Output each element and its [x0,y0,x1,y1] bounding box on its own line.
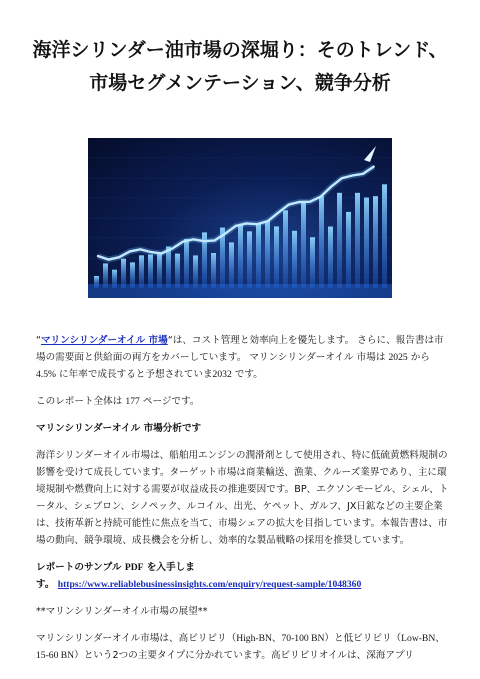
glow-bar [319,196,324,288]
glow-bar [175,254,180,288]
page-title: 海洋シリンダー油市場の深堀り：そのトレンド、市場セグメンテーション、競争分析 [32,39,448,94]
glow-bar [256,224,261,288]
section-heading-outlook: **マリンシリンダーオイル市場の展望** [36,606,208,617]
intro-paragraph: “マリンシリンダーオイル 市場“は、コスト管理と効率向上を優先します。 さらに、報告書は市場の需要面と供給面の両方をカバーしています。 マリンシリンダーオイル 市場は 2025 から 4.5% に年率で成長すると予想されていま2032 です。 [36,335,444,380]
glow-bar [373,196,378,288]
glow-bar [211,253,216,288]
page-count-line: このレポート全体は 177 ページです。 [36,396,200,407]
rising-bar-chart-illustration [88,138,392,298]
end-year: 2032 [212,369,232,380]
glow-bar [148,254,153,288]
glow-bar [337,193,342,288]
market-link[interactable]: マリンシリンダーオイル 市場 [40,335,168,346]
glow-bar [139,255,144,288]
section-heading-analysis: マリンシリンダーオイル 市場分析です [36,423,202,434]
arrow-head-icon [364,146,376,162]
glow-bar [382,184,387,288]
glow-bar [346,212,351,288]
start-year: 2025 [388,352,408,363]
glow-bar [301,202,306,288]
glow-bar [310,237,315,288]
glow-bar [328,227,333,288]
page-count: 177 [125,396,140,407]
glow-bar [364,198,369,288]
cagr-value: 4.5% [36,369,56,380]
glow-bar [229,242,234,288]
glow-bar [283,210,288,288]
glow-bar [121,259,126,288]
glow-bar [265,220,270,288]
article-body [36,332,450,674]
glow-bar [193,255,198,288]
glow-bar [355,193,360,288]
glow-bar [247,231,252,288]
floor-glow [88,284,392,298]
glow-bar [292,231,297,288]
glow-bar [157,254,162,288]
hero-image [88,138,392,298]
glow-bar [184,239,189,288]
outlook-paragraph: マリンシリンダーオイル市場は、高ビリビリ（High-BN、70-100 BN）と低ビリビリ（Low-BN、15-60 BN）という2つの主要タイプに分かれています。高ビリビリオイルは、深海アプリ [36,633,445,661]
sample-request: レポートのサンプル PDF を入手しま す。 https://www.reliablebusinessinsights.com/enquiry/request-sample/1048360 [36,562,362,590]
glow-bar [238,225,243,288]
analysis-paragraph: 海洋シリンダーオイル市場は、船舶用エンジンの潤滑剤として使用され、特に低硫黄燃料規制の影響を受けて成長しています。ターゲット市場は商業輸送、漁業、クルーズ業界であり、主に環境規制や燃費向上に対する需要が収益成長の推進要因です。BP、エクソンモービル、シェル、トータル、シェブロン、シノペック、ルコイル、出光、ケペット、ガルフ、JX日鉱などの主要企業は、技術革新と持続可能性に焦点を当て、市場シェアの拡大を目指しています。本報告書は、市場の動向、競争環境、成長機会を分析し、効率的な製品戦略の採用を推奨しています。 [36,450,449,546]
sample-url-link[interactable]: https://www.reliablebusinessinsights.com/enquiry/request-sample/1048360 [57,579,362,590]
glow-bar [274,226,279,288]
